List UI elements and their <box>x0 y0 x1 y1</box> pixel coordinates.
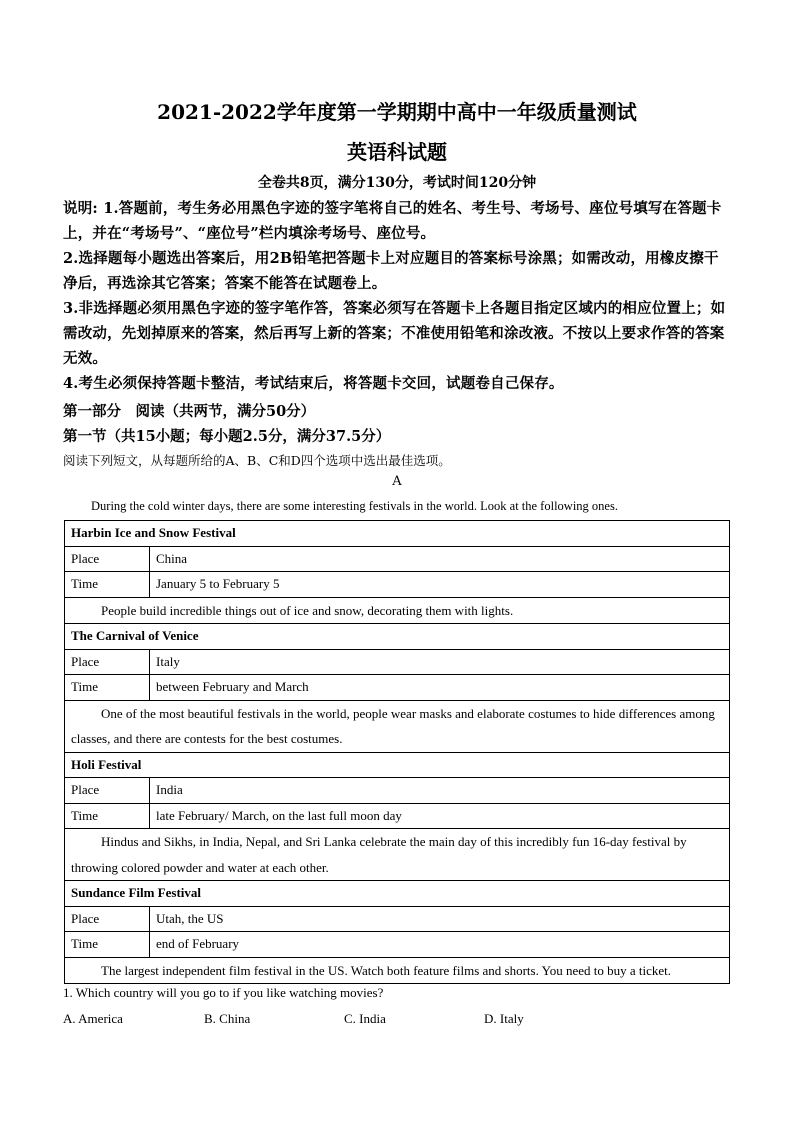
festival-name: Harbin Ice and Snow Festival <box>65 521 730 547</box>
festival-name: The Carnival of Venice <box>65 624 730 650</box>
table-row <box>65 778 730 804</box>
question-text: 1. Which country will you go to if you like watching movies? <box>63 985 384 1000</box>
place-label: Place <box>65 649 150 675</box>
table-row <box>65 957 730 984</box>
festival-description: Hindus and Sikhs, in India, Nepal, and Sri Lanka celebrate the main day of this incredibly fun 16-day festival by throwing colored powder and water at each other. <box>65 829 730 881</box>
table-row <box>65 752 730 778</box>
passage-intro: During the cold winter days, there are some interesting festivals in the world. Look at the following ones. <box>91 499 618 513</box>
option-c: C. India <box>344 1011 386 1026</box>
festival-name: Holi Festival <box>65 752 730 778</box>
table-row <box>65 932 730 958</box>
subject-title: 英语科试题 <box>347 140 447 164</box>
place-label: Place <box>65 906 150 932</box>
exam-info: 全卷共8页，满分130分，考试时间120分钟 <box>257 175 537 191</box>
table-row <box>65 546 730 572</box>
table-row <box>65 700 730 752</box>
option-d: D. Italy <box>484 1011 524 1026</box>
passage-label: A <box>392 474 402 489</box>
place-value: Italy <box>150 649 730 675</box>
festival-table <box>64 520 730 984</box>
table-row <box>65 624 730 650</box>
table-row <box>65 906 730 932</box>
festival-description: One of the most beautiful festivals in the world, people wear masks and elaborate costumes to hide differences among classes, and there are contests for the best costumes. <box>65 700 730 752</box>
table-row <box>65 521 730 547</box>
time-label: Time <box>65 803 150 829</box>
table-row <box>65 829 730 881</box>
festival-name: Sundance Film Festival <box>65 881 730 907</box>
time-label: Time <box>65 932 150 958</box>
time-value: between February and March <box>150 675 730 701</box>
option-a: A. America <box>63 1011 123 1026</box>
time-value: late February/ March, on the last full moon day <box>150 803 730 829</box>
section-heading: 第一节（共15小题；每小题2.5分，满分37.5分） <box>63 428 391 445</box>
time-value: end of February <box>150 932 730 958</box>
table-row <box>65 597 730 624</box>
place-value: China <box>150 546 730 572</box>
instruction-3: 3.非选择题必须用黑色字迹的签字笔作答，答案必须写在答题卡上各题目指定区域内的相应位置上；如需改动，先划掉原来的答案，然后再写上新的答案；不准使用铅笔和涂改液。不按以上要求作答的答案无效。 <box>63 300 726 367</box>
table-row <box>65 649 730 675</box>
table-row <box>65 881 730 907</box>
instruction-1: 说明: 1.答题前，考生务必用黑色字迹的签字笔将自己的姓名、考生号、考场号、座位号填写在答题卡上，并在“考场号”、“座位号”栏内填涂考场号、座位号。 <box>63 200 722 242</box>
place-value: India <box>150 778 730 804</box>
festival-description: The largest independent film festival in the US. Watch both feature films and shorts. You need to buy a ticket. <box>65 957 730 984</box>
festival-description: People build incredible things out of ice and snow, decorating them with lights. <box>65 597 730 624</box>
place-label: Place <box>65 546 150 572</box>
part-heading: 第一部分 阅读（共两节，满分50分） <box>63 403 316 420</box>
table-row <box>65 675 730 701</box>
table-row <box>65 572 730 598</box>
place-value: Utah, the US <box>150 906 730 932</box>
instruction-4: 4.考生必须保持答题卡整洁，考试结束后，将答题卡交回，试题卷自己保存。 <box>63 375 564 392</box>
table-row <box>65 803 730 829</box>
option-b: B. China <box>204 1011 251 1026</box>
directions: 阅读下列短文，从每题所给的A、B、C和D四个选项中选出最佳选项。 <box>63 453 451 468</box>
time-label: Time <box>65 675 150 701</box>
place-label: Place <box>65 778 150 804</box>
instruction-2: 2.选择题每小题选出答案后，用2B铅笔把答题卡上对应题目的答案标号涂黑；如需改动，用橡皮擦干净后，再选涂其它答案；答案不能答在试题卷上。 <box>63 250 719 292</box>
time-value: January 5 to February 5 <box>150 572 730 598</box>
time-label: Time <box>65 572 150 598</box>
exam-title: 2021-2022学年度第一学期期中高中一年级质量测试 <box>157 100 637 124</box>
